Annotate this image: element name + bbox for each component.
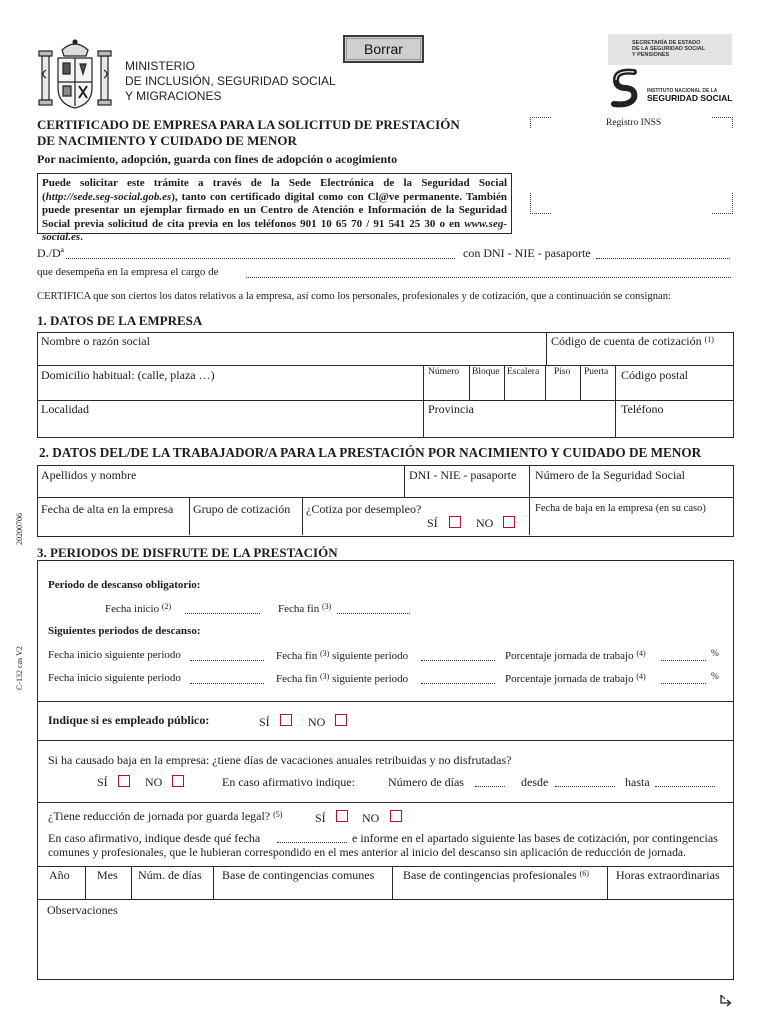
empleado-publico-label: Indique si es empleado público: (48, 713, 210, 727)
section1-heading: 1. DATOS DE LA EMPRESA (37, 313, 203, 328)
fecha-inicio-field[interactable] (185, 604, 260, 614)
fecha-baja-field[interactable]: Fecha de baja en la empresa (en su caso) (535, 503, 706, 514)
worker-dni-field[interactable]: DNI - NIE - pasaporte (409, 468, 517, 482)
vacaciones-si-label: SÍ (97, 775, 108, 789)
col-base-profesionales: Base de contingencias profesionales $^{(6)}$ (403, 868, 589, 882)
apellidos-field[interactable]: Apellidos y nombre (41, 468, 137, 482)
form-subtitle: Por nacimiento, adopción, guarda con fines de adopción o acogimiento (37, 152, 398, 166)
cotiza-no-label: NO (476, 516, 494, 530)
fecha-alta-field[interactable]: Fecha de alta en la empresa (41, 502, 174, 516)
num-dias-field[interactable] (475, 777, 505, 787)
declarant-dni-field[interactable] (596, 248, 730, 259)
inicio-siguiente-label-1: Fecha inicio siguiente periodo (48, 649, 181, 661)
cotiza-si-checkbox[interactable] (449, 516, 461, 528)
reduccion-si-checkbox[interactable] (336, 810, 348, 822)
vacaciones-si-checkbox[interactable] (118, 775, 130, 787)
certifica-text: CERTIFICA que son ciertos los datos relativos a la empresa, así como los personales, profesionales y de cotización, que a continuación se consignan: (37, 291, 671, 302)
inicio-siguiente-label-2: Fecha inicio siguiente periodo (48, 672, 181, 684)
section3-heading: 3. PERIODOS DE DISFRUTE DE LA PRESTACIÓN (37, 545, 338, 560)
bloque-field[interactable]: Bloque (472, 367, 500, 377)
desde-label: desde (521, 775, 549, 789)
declarant-name-field[interactable] (66, 248, 455, 259)
pct-sign-2: % (711, 672, 719, 682)
fin-siguiente-label-2: Fecha fin $^{(3)}$ siguiente periodo (276, 672, 409, 685)
fin-siguiente-field-1[interactable] (421, 651, 495, 661)
cotiza-si-label: SÍ (427, 516, 438, 530)
provincia-field[interactable]: Provincia (428, 402, 474, 416)
puerta-field[interactable]: Puerta (584, 367, 609, 377)
afirmativo-label: En caso afirmativo indique: (222, 775, 355, 789)
ccc-field[interactable]: Código de cuenta de cotización $^{(1)}$ (551, 334, 714, 348)
observaciones-field[interactable]: Observaciones (47, 903, 118, 917)
nss-field[interactable]: Número de la Seguridad Social (535, 468, 685, 482)
porcentaje-field-1[interactable] (661, 651, 706, 661)
col-horas-extra: Horas extraordinarias (616, 868, 720, 882)
sede-link[interactable]: http://sede.seg-social.gob.es (45, 190, 172, 203)
company-name-field[interactable]: Nombre o razón social (41, 334, 150, 348)
hasta-field[interactable] (655, 777, 715, 787)
cotiza-desempleo-label: ¿Cotiza por desempleo? (306, 502, 422, 516)
publico-no-label: NO (308, 715, 326, 729)
ministry-name: MINISTERIO DE INCLUSIÓN, SEGURIDAD SOCIAL Y MIGRACIONES (125, 59, 336, 103)
vacaciones-no-label: NO (145, 775, 163, 789)
fin-siguiente-field-2[interactable] (421, 674, 495, 684)
side-date-code: 20200706 (15, 513, 24, 545)
fin-siguiente-label-1: Fecha fin $^{(3)}$ siguiente periodo (276, 649, 409, 662)
porcentaje-field-2[interactable] (661, 674, 706, 684)
grupo-cotizacion-field[interactable]: Grupo de cotización (193, 502, 291, 516)
inss-logo-icon (610, 68, 640, 108)
declarant-dni-label: con DNI - NIE - pasaporte (463, 246, 591, 260)
fecha-inicio-label: Fecha inicio $^{(2)}$ (105, 602, 172, 615)
domicilio-field[interactable]: Domicilio habitual: (calle, plaza …) (41, 368, 215, 382)
clear-button[interactable]: Borrar (343, 35, 424, 63)
postal-code-field[interactable]: Código postal (621, 368, 689, 382)
cargo-field[interactable] (246, 267, 731, 278)
numero-field[interactable]: Número (428, 367, 460, 377)
inss-label: INSTITUTO NACIONAL DE LA SEGURIDAD SOCIAL (647, 88, 733, 103)
secretaria-banner: SECRETARÍA DE ESTADO DE LA SEGURIDAD SOCIAL Y PENSIONES (608, 34, 732, 65)
reduccion-desde-label: En caso afirmativo, indique desde qué fecha (48, 831, 261, 845)
publico-no-checkbox[interactable] (335, 714, 347, 726)
inicio-siguiente-field-2[interactable] (190, 674, 264, 684)
escalera-field[interactable]: Escalera (507, 367, 540, 377)
localidad-field[interactable]: Localidad (41, 402, 89, 416)
siguientes-label: Siguientes periodos de descanso: (48, 625, 201, 637)
reduccion-no-label: NO (362, 811, 380, 825)
side-form-code: C-132 cas V2 (15, 646, 24, 690)
vacaciones-question: Si ha causado baja en la empresa: ¿tiene días de vacaciones anuales retribuidas y no disfrutadas? (48, 753, 512, 767)
porcentaje-label-2: Porcentaje jornada de trabajo $^{(4)}$ (505, 672, 646, 685)
porcentaje-label-1: Porcentaje jornada de trabajo $^{(4)}$ (505, 649, 646, 662)
vacaciones-no-checkbox[interactable] (172, 775, 184, 787)
fecha-fin-label: Fecha fin $^{(3)}$ (278, 602, 332, 615)
reduccion-si-label: SÍ (315, 811, 326, 825)
publico-si-label: SÍ (259, 715, 270, 729)
col-mes: Mes (97, 868, 118, 882)
notice-box: Puede solicitar este trámite a través de la Sede Electrónica de la Seguridad Social (http://sede.seg-social.gob.es), tanto con certificado digital como con Cl@ve permanente. También puede presentar un ejemplar firmado en un Centro de Atención e Información de la Seguridad Social previa solicitud de cita previa en los teléfonos 901 10 65 70 / 91 541 25 30 o en www.seg-social.es. (37, 173, 512, 234)
col-base-comunes: Base de contingencias comunes (222, 868, 375, 882)
reduccion-question: ¿Tiene reducción de jornada por guarda legal? $^{(5)}$ (48, 809, 283, 823)
obligatorio-label: Periodo de descanso obligatorio: (48, 579, 201, 591)
registro-corners (530, 117, 733, 214)
telefono-field[interactable]: Teléfono (621, 402, 664, 416)
cargo-label: que desempeña en la empresa el cargo de (37, 266, 219, 278)
fecha-fin-field[interactable] (337, 604, 410, 614)
desde-field[interactable] (555, 777, 615, 787)
inicio-siguiente-field-1[interactable] (190, 651, 264, 661)
cotiza-no-checkbox[interactable] (503, 516, 515, 528)
registro-inss-label: Registro INSS (606, 118, 662, 128)
reduccion-text-b: e informe en el apartado siguiente las bases de cotización, por contingencias (352, 831, 718, 845)
declarant-name-label: D./Dª (37, 246, 64, 260)
col-ano: Año (49, 868, 70, 882)
seg-social-link[interactable]: www.seg-social.es (42, 217, 507, 243)
reduccion-desde-field[interactable] (277, 833, 347, 843)
reduccion-text-c: comunes y profesionales, que le hubieran correspondido en el mes anterior al inicio del descanso sin aplicación de reducción de jornada. (48, 846, 687, 859)
pct-sign-1: % (711, 649, 719, 659)
col-num-dias: Núm. de días (138, 868, 202, 882)
piso-field[interactable]: Piso (554, 367, 571, 377)
form-title: CERTIFICADO DE EMPRESA PARA LA SOLICITUD DE PRESTACIÓN DE NACIMIENTO Y CUIDADO DE MENOR (37, 117, 460, 148)
periods-box (37, 560, 734, 980)
next-page-icon[interactable] (718, 993, 734, 1009)
section2-heading: 2. DATOS DEL/DE LA TRABAJADOR/A PARA LA PRESTACIÓN POR NACIMIENTO Y CUIDADO DE MENOR (39, 445, 702, 460)
hasta-label: hasta (625, 775, 650, 789)
reduccion-no-checkbox[interactable] (390, 810, 402, 822)
publico-si-checkbox[interactable] (280, 714, 292, 726)
coat-of-arms (36, 36, 114, 112)
num-dias-label: Número de días (388, 775, 464, 789)
